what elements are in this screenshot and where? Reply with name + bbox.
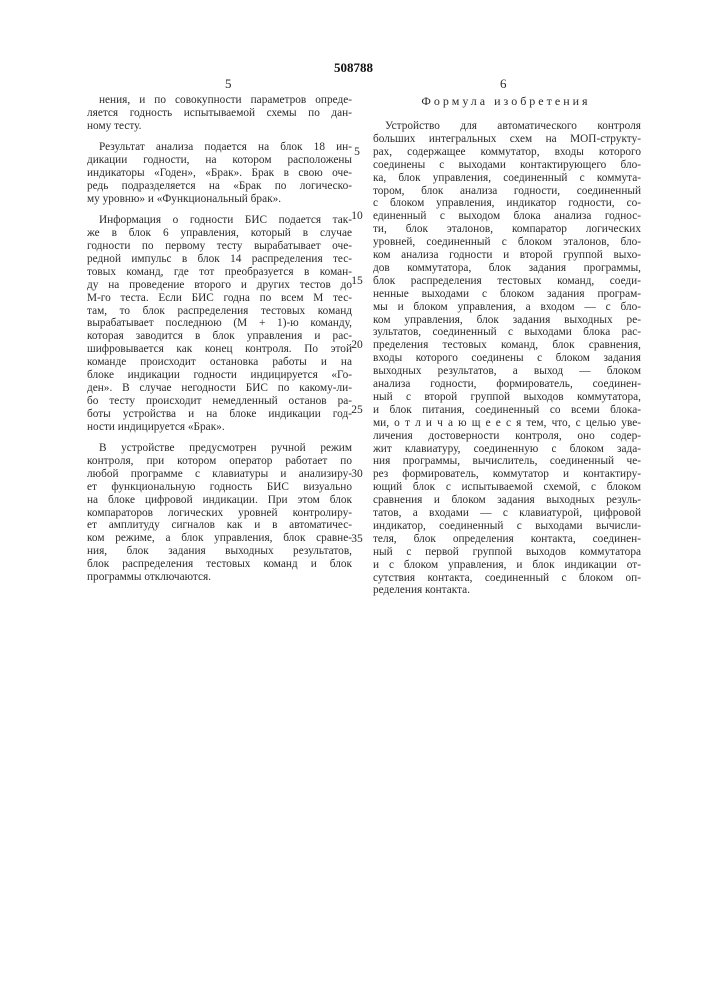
text-line: индикатор, соединенный с выходами вычисли-	[373, 520, 641, 533]
text-line: программы отключаются.	[87, 571, 352, 584]
text-line: блок распределения тестовых команд и блок	[87, 558, 352, 571]
text-line: ет амплитуду сигналов как и в автоматичес-	[87, 519, 352, 532]
text-line: теля, блок определения контакта, соединен-	[373, 533, 641, 546]
text-line: Устройство для автоматического контроля	[373, 120, 641, 133]
text-line: ден». В случае негодности БИС по какому-ли-	[87, 382, 352, 395]
text-line: жит клавиатуру, соединенную с блоком зада-	[373, 443, 641, 456]
text-line: сутствия контакта, соединенный с блоком оп-	[373, 572, 641, 585]
text-line: и блок питания, соединенный со всеми блока-	[373, 404, 641, 417]
text-line: анализа годности, формирователь, соединен-	[373, 378, 641, 391]
text-line: пределения тестовых команд, блок сравнения,	[373, 339, 641, 352]
text-line: ный с второй группой выходов коммутатора,	[373, 391, 641, 404]
text-line: шифровывается как конец контроля. По этой	[87, 343, 352, 356]
text-line: и с блоком управления, и блок индикации от-	[373, 559, 641, 572]
text-line: тором, блок анализа годности, соединенный	[373, 185, 641, 198]
text-line: любой программе с клавиатуры и анализиру-	[87, 468, 352, 481]
text-line: му уровню» и «Функциональный брак».	[87, 193, 352, 206]
line-number: 35	[349, 533, 365, 546]
line-number: 30	[349, 468, 365, 481]
line-number: 20	[349, 339, 365, 352]
text-line: ному тесту.	[87, 120, 352, 133]
text-line: с блоком управления, индикатор годности, со-	[373, 197, 641, 210]
page-number-left: 5	[225, 76, 232, 92]
text-line: ния программы, вычислитель, соединенный че-	[373, 455, 641, 468]
text-line: ду на проведение второго и других тестов до	[87, 279, 352, 292]
text-line: нения, и по совокупности параметров опреде-	[87, 94, 352, 107]
text-line: выходных результатов, а выход — блоком	[373, 365, 641, 378]
text-line: там, то блок распределения тестовых команд	[87, 305, 352, 318]
text-line: ком анализа годности и второй группой выхо-	[373, 249, 641, 262]
line-number: 10	[349, 210, 365, 223]
text-line: боты устройства и на блоке индикации год-	[87, 408, 352, 421]
text-line: на блоке цифровой индикации. При этом блок	[87, 494, 352, 507]
text-line: ненные выходами с блоком задания програм-	[373, 288, 641, 301]
patent-number: 508788	[0, 60, 707, 76]
text-line: компараторов логических уровней контролиру-	[87, 507, 352, 520]
text-line: редной импульс в блок 14 распределения тес-	[87, 253, 352, 266]
text-line: ющий блок с испытываемой схемой, с блоком	[373, 481, 641, 494]
text-line: ка, блок управления, соединенный с коммута-	[373, 172, 641, 185]
text-line: ет функциональную годность БИС визуально	[87, 481, 352, 494]
text-line: ми, о т л и ч а ю щ е е с я тем, что, с целью уве-	[373, 417, 641, 430]
text-line: редь подразделяется на «Брак по логическо-	[87, 180, 352, 193]
claims-title: Формула изобретения	[372, 94, 640, 109]
text-line: единенный с выходом блока анализа годнос-	[373, 210, 641, 223]
text-line: дов коммутатора, блок задания программы,	[373, 262, 641, 275]
page-number-right: 6	[500, 76, 507, 92]
text-line: ределения контакта.	[373, 584, 641, 597]
text-line: рах, содержащее коммутатор, входы которого	[373, 146, 641, 159]
text-line: товых команд, где тот преобразуется в коман-	[87, 266, 352, 279]
text-line: бо тесту происходит немедленный останов ра-	[87, 395, 352, 408]
text-line: зультатов, соединенный с выходами блока рас-	[373, 326, 641, 339]
text-line: ти, блок эталонов, компаратор логических	[373, 223, 641, 236]
text-line: личения достоверности контроля, оно содер-	[373, 430, 641, 443]
text-line: блок распределения тестовых команд, соеди-	[373, 275, 641, 288]
text-line: контроля, при котором оператор работает по	[87, 455, 352, 468]
text-line: В устройстве предусмотрен ручной режим	[87, 442, 352, 455]
text-line: дикации годности, на котором расположены	[87, 154, 352, 167]
text-line: ляется годность испытываемой схемы по дан-	[87, 107, 352, 120]
text-line: рез формирователь, коммутатор и контактиру-	[373, 468, 641, 481]
text-line: Информация о годности БИС подается так-	[87, 214, 352, 227]
text-line: уровней, соединенный с блоком эталонов, бло-	[373, 236, 641, 249]
text-line: мы и блоком управления, а входом — с бло-	[373, 301, 641, 314]
text-line: команде происходит остановка работы и на	[87, 356, 352, 369]
text-line: больших интегральных схем на МОП-структу-	[373, 133, 641, 146]
text-line: которая заводится в блок управления и рас-	[87, 330, 352, 343]
text-line: ния, блок задания выходных результатов,	[87, 545, 352, 558]
text-line: сравнения и блоком задания выходных резуль-	[373, 494, 641, 507]
text-line: индикаторы «Годен», «Брак». Брак в свою оче-	[87, 167, 352, 180]
line-number: 25	[349, 404, 365, 417]
line-number: 5	[349, 146, 365, 159]
text-line: ком режиме, а блок управления, блок сравне-	[87, 532, 352, 545]
text-line: М-го теста. Если БИС годна по всем М тес-	[87, 292, 352, 305]
text-line: ком управления, блок задания выходных ре-	[373, 314, 641, 327]
text-line: блоке индикации годности индицируется «Го-	[87, 369, 352, 382]
text-line: годности по первому тесту вырабатывает оче-	[87, 240, 352, 253]
text-line: татов, а входами — с клавиатурой, цифровой	[373, 507, 641, 520]
text-line: же в блок 6 управления, который в случае	[87, 227, 352, 240]
text-line: вырабатывает последнюю (М + 1)-ю команду,	[87, 317, 352, 330]
text-line: Результат анализа подается на блок 18 ин-	[87, 141, 352, 154]
text-line: ный с первой группой выходов коммутатора	[373, 546, 641, 559]
text-line: входы которого соединены с блоком задания	[373, 352, 641, 365]
text-line: ности индицируется «Брак».	[87, 421, 352, 434]
line-number: 15	[349, 275, 365, 288]
text-line: соединены с выходами контактирующего бло-	[373, 159, 641, 172]
